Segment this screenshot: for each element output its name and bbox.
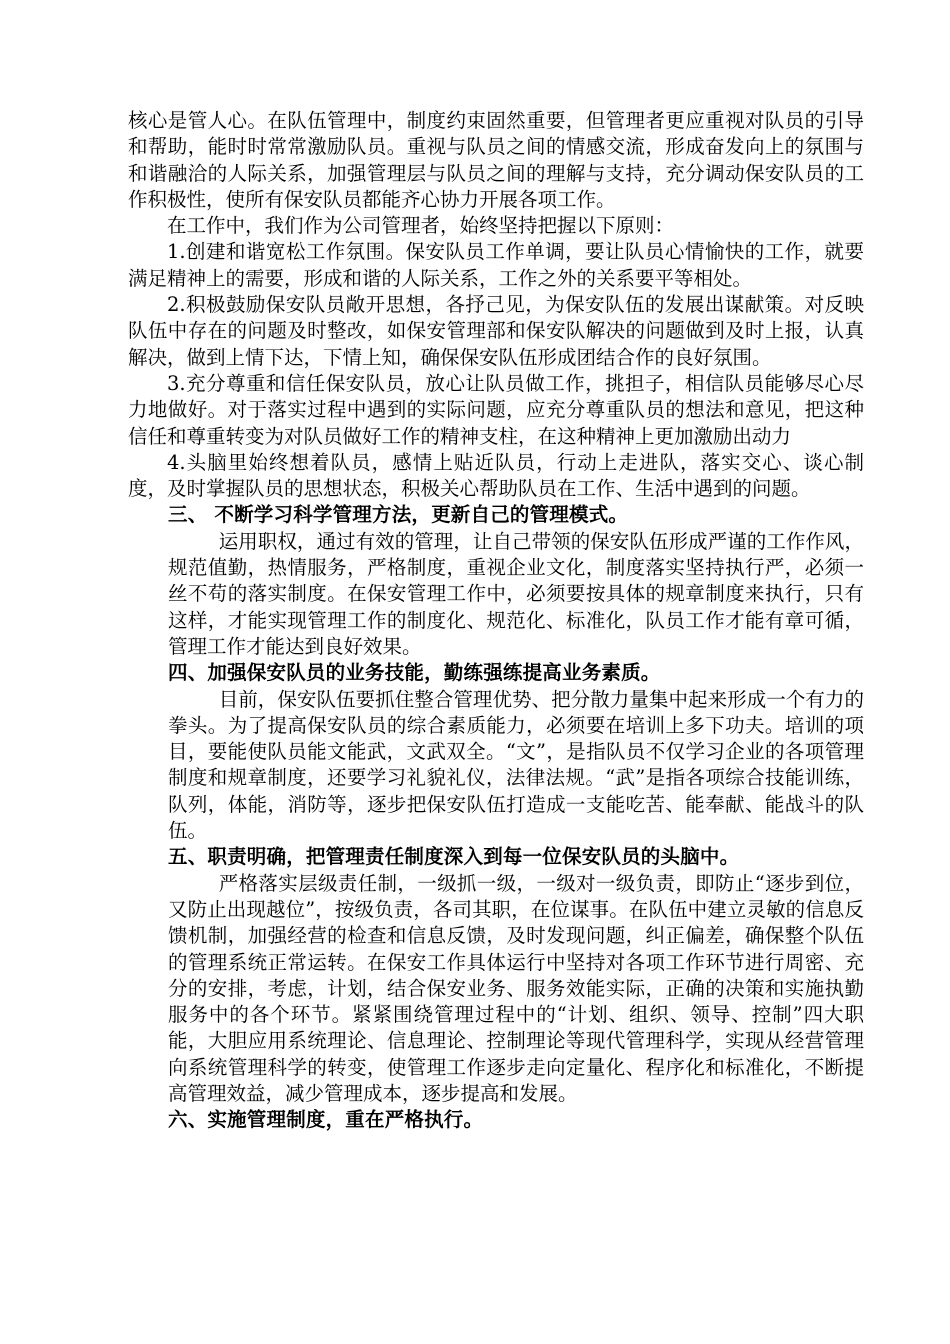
paragraph-section-3: 运用职权，通过有效的管理，让自己带领的保安队伍形成严谨的工作作风，规范值勤，热情服务，严格制度，重视企业文化，制度落实坚持执行严，必须一丝不苟的落实制度。在保安管理工作中，必须要按具体的规章制度来执行，只有这样，才能实现管理工作的制度化、规范化、标准化，队员工作才能有章可循，管理工作才能达到良好效果。 — [168, 529, 864, 658]
section-heading-6: 六、实施管理制度，重在严格执行。 — [168, 1108, 484, 1132]
paragraph-principle-2: 2.积极鼓励保安队员敞开思想，各抒己见，为保安队伍的发展出谋献策。对反映队伍中存在的问题及时整改，如保安管理部和保安队解决的问题做到及时上报，认真解决，做到上情下达，下情上知，确保保安队伍形成团结合作的良好氛围。 — [128, 293, 864, 369]
paragraph-intro-continued: 核心是管人心。在队伍管理中，制度约束固然重要，但管理者更应重视对队员的引导和帮助，能时时常常激励队员。重视与队员之间的情感交流，形成奋发向上的氛围与和谐融洽的人际关系，加强管理层与队员之间的理解与支持，充分调动保安队员的工作积极性，使所有保安队员都能齐心协力开展各项工作。 — [128, 109, 864, 211]
paragraph-principle-1: 1.创建和谐宽松工作氛围。保安队员工作单调，要让队员心情愉快的工作，就要满足精神上的需要，形成和谐的人际关系，工作之外的关系要平等相处。 — [128, 240, 864, 290]
paragraph-principle-3: 3.充分尊重和信任保安队员，放心让队员做工作，挑担子，相信队员能够尽心尽力地做好。对于落实过程中遇到的实际问题，应充分尊重队员的想法和意见，把这种信任和尊重转变为对队员做好工作的精神支柱，在这种精神上更加激励出动力 — [128, 371, 864, 448]
section-heading-4: 四、加强保安队员的业务技能，勤练强练提高业务素质。 — [168, 661, 661, 685]
section-heading-5: 五、职责明确，把管理责任制度深入到每一位保安队员的头脑中。 — [168, 845, 740, 869]
paragraph-section-4: 目前，保安队伍要抓住整合管理优势、把分散力量集中起来形成一个有力的拳头。为了提高保安队员的综合素质能力，必须要在培训上多下功夫。培训的项目，要能使队员能文能武，文武双全。“文”，是指队员不仅学习企业的各项管理制度和规章制度，还要学习礼貌礼仪，法律法规。“武”是指各项综合技能训练，队列，体能，消防等，逐步把保安队伍打造成一支能吃苦、能奉献、能战斗的队伍。 — [168, 687, 864, 843]
paragraph-principles-lead: 在工作中，我们作为公司管理者，始终坚持把握以下原则： — [167, 214, 675, 238]
paragraph-section-5: 严格落实层级责任制，一级抓一级，一级对一级负责，即防止“逐步到位，又防止出现越位”，按级负责，各司其职，在位谋事。在队伍中建立灵敏的信息反馈机制，加强经营的检查和信息反馈，及时发现问题，纠正偏差，确保整个队伍的管理系统正常运转。在保安工作具体运行中坚持对各项工作环节进行周密、充分的安排，考虑，计划，结合保安业务、服务效能实际，正确的决策和实施执勤服务中的各个环节。紧紧围绕管理过程中的“计划、组织、领导、控制”四大职能，大胆应用系统理论、信息理论、控制理论等现代管理科学，实现从经营管理向系统管理科学的转变，使管理工作逐步走向定量化、程序化和标准化，不断提高管理效益，减少管理成本，逐步提高和发展。 — [168, 871, 864, 1105]
paragraph-principle-4: 4.头脑里始终想着队员，感情上贴近队员，行动上走进队，落实交心、谈心制度，及时掌握队员的思想状态，积极关心帮助队员在工作、生活中遇到的问题。 — [128, 450, 864, 501]
document-page — [128, 108, 864, 1134]
section-heading-3: 三、 不断学习科学管理方法，更新自己的管理模式。 — [168, 503, 629, 527]
